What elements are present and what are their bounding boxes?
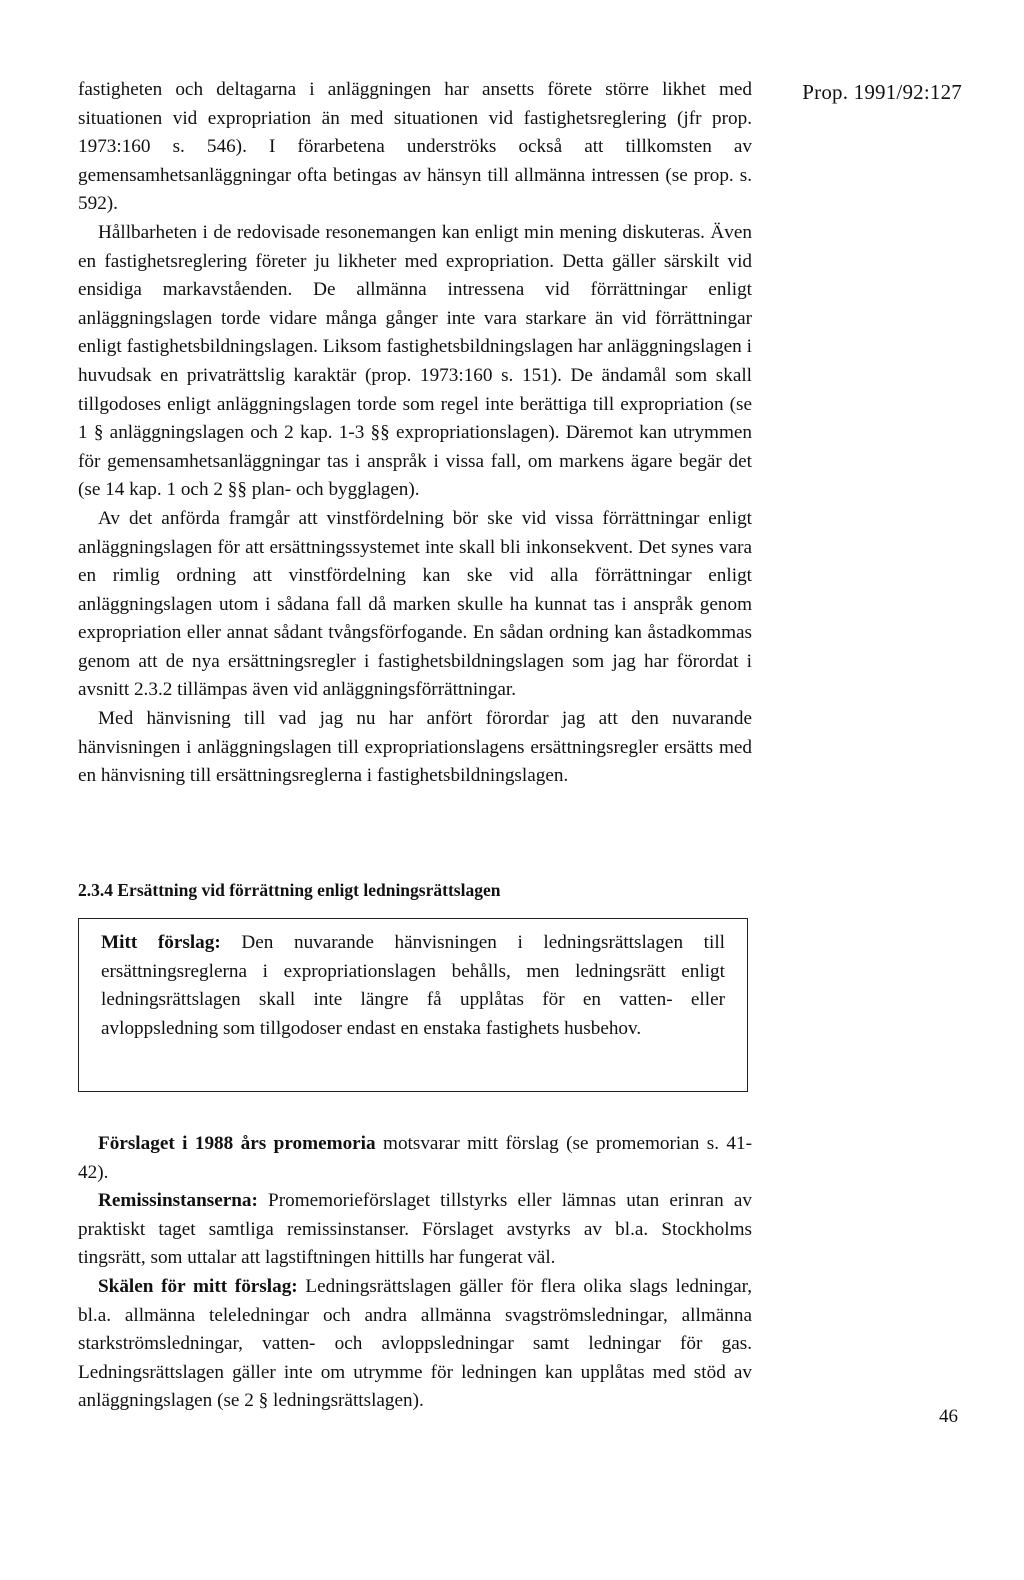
skalen-text: Ledningsrättslagen gäller för flera olika slags ledningar, bl.a. allmänna teleledningar och andra allmänna svagströmsledningar, allmänna starkströmsledningar, vatten- och avloppsledningar samt ledningar för gas. Ledningsrättslagen gäller inte om utrymme för ledningen kan upplåtas med stöd av anläggningslagen (se 2 § ledningsrättslagen). <box>78 1275 753 1412</box>
remiss-label: Remissinstanserna: <box>98 1190 258 1212</box>
remiss-text: Promemorieförslaget tillstyrks eller lämnas utan erinran av praktiskt taget samtliga remissinstanser. Förslaget avstyrks av bl.a. Stockholms tingsrätt, som uttalar att lagstiftningen hittills har fungerat väl. <box>78 1190 752 1269</box>
page-number: 46 <box>939 1406 958 1427</box>
skalen-label: Skälen för mitt förslag: <box>98 1275 298 1297</box>
paragraph-remissinstanser <box>78 1187 752 1273</box>
paragraph-skalen <box>78 1273 752 1416</box>
proposal-body: Den nuvarande hänvisningen i ledningsrättslagen till ersättningsreglerna i expropriationslagen behålls, men ledningsrätt enligt ledningsrättslagen skall inte längre få upplåtas för en vatten- eller avloppsledning som tillgodoser endast en enstaka fastighets husbehov. <box>101 932 725 1039</box>
paragraph-promemoria <box>78 1130 752 1187</box>
proposal-label: Mitt förslag: <box>101 932 221 953</box>
promemoria-text: motsvarar mitt förslag (se promemorian s. 41-42). <box>78 1133 752 1183</box>
proposal-text <box>101 929 725 1043</box>
lower-text <box>78 1130 752 1416</box>
section-heading: 2.3.4 Ersättning vid förrättning enligt ledningsrättslagen <box>78 880 501 900</box>
body-text <box>78 76 752 791</box>
promemoria-label: Förslaget i 1988 års promemoria <box>98 1133 376 1154</box>
paragraph-continuation: fastigheten och deltagarna i anläggningen har ansetts förete större likhet med situationen vid expropriation än med situationen vid fastighetsreglering (jfr prop. 1973:160 s. 546). I förarbetena underströks också att tillkomsten av gemensamhetsanläggningar ofta betingas av hänsyn till allmänna intressen (se prop. s. 592). <box>78 79 752 215</box>
proposal-box <box>78 918 748 1092</box>
paragraph-hallbarheten: Hållbarheten i de redovisade resonemangen kan enligt min mening diskuteras. Även en fastighetsreglering företer ju likheter med expropriation. Detta gäller särskilt vid ensidiga markavståenden. De allmänna intressena vid förrättningar enligt anläggningslagen torde vidare många gånger inte vara starkare än vid förrättningar enligt fastighetsbildningslagen. Liksom fastighetsbildningslagen har anläggningslagen i huvudsak en privaträttslig karaktär (prop. 1973:160 s. 151). De ändamål som skall tillgodoses enligt anläggningslagen torde som regel inte berättiga till expropriation (se 1 § anläggningslagen och 2 kap. 1-3 §§ expropriationslagen). Däremot kan utrymmen för gemensamhetsanläggningar tas i anspråk i vissa fall, om markens ägare begär det (se 14 kap. 1 och 2 §§ plan- och bygglagen). <box>78 221 752 501</box>
proposition-reference: Prop. 1991/92:127 <box>802 80 962 104</box>
paragraph-conclusion: Med hänvisning till vad jag nu har anfört förordar jag att den nuvarande hänvisningen i anläggningslagen till expropriationslagens ersättningsregler ersätts med en hänvisning till ersättningsreglerna i fastighetsbildningslagen. <box>78 708 752 787</box>
paragraph-vinstfordelning: Av det anförda framgår att vinstfördelning bör ske vid vissa förrättningar enligt anläggningslagen för att ersättningssystemet inte skall bli inkonsekvent. Det synes vara en rimlig ordning att vinstfördelning kan ske vid alla förrättningar enligt anläggningslagen utom i sådana fall då marken skulle ha kunnat tas i anspråk genom expropriation eller annat sådant tvångsförfogande. En sådan ordning kan åstadkommas genom att de nya ersättningsregler i fastighetsbildningslagen som jag har förordat i avsnitt 2.3.2 tillämpas även vid anläggningsförrättningar. <box>78 507 752 701</box>
